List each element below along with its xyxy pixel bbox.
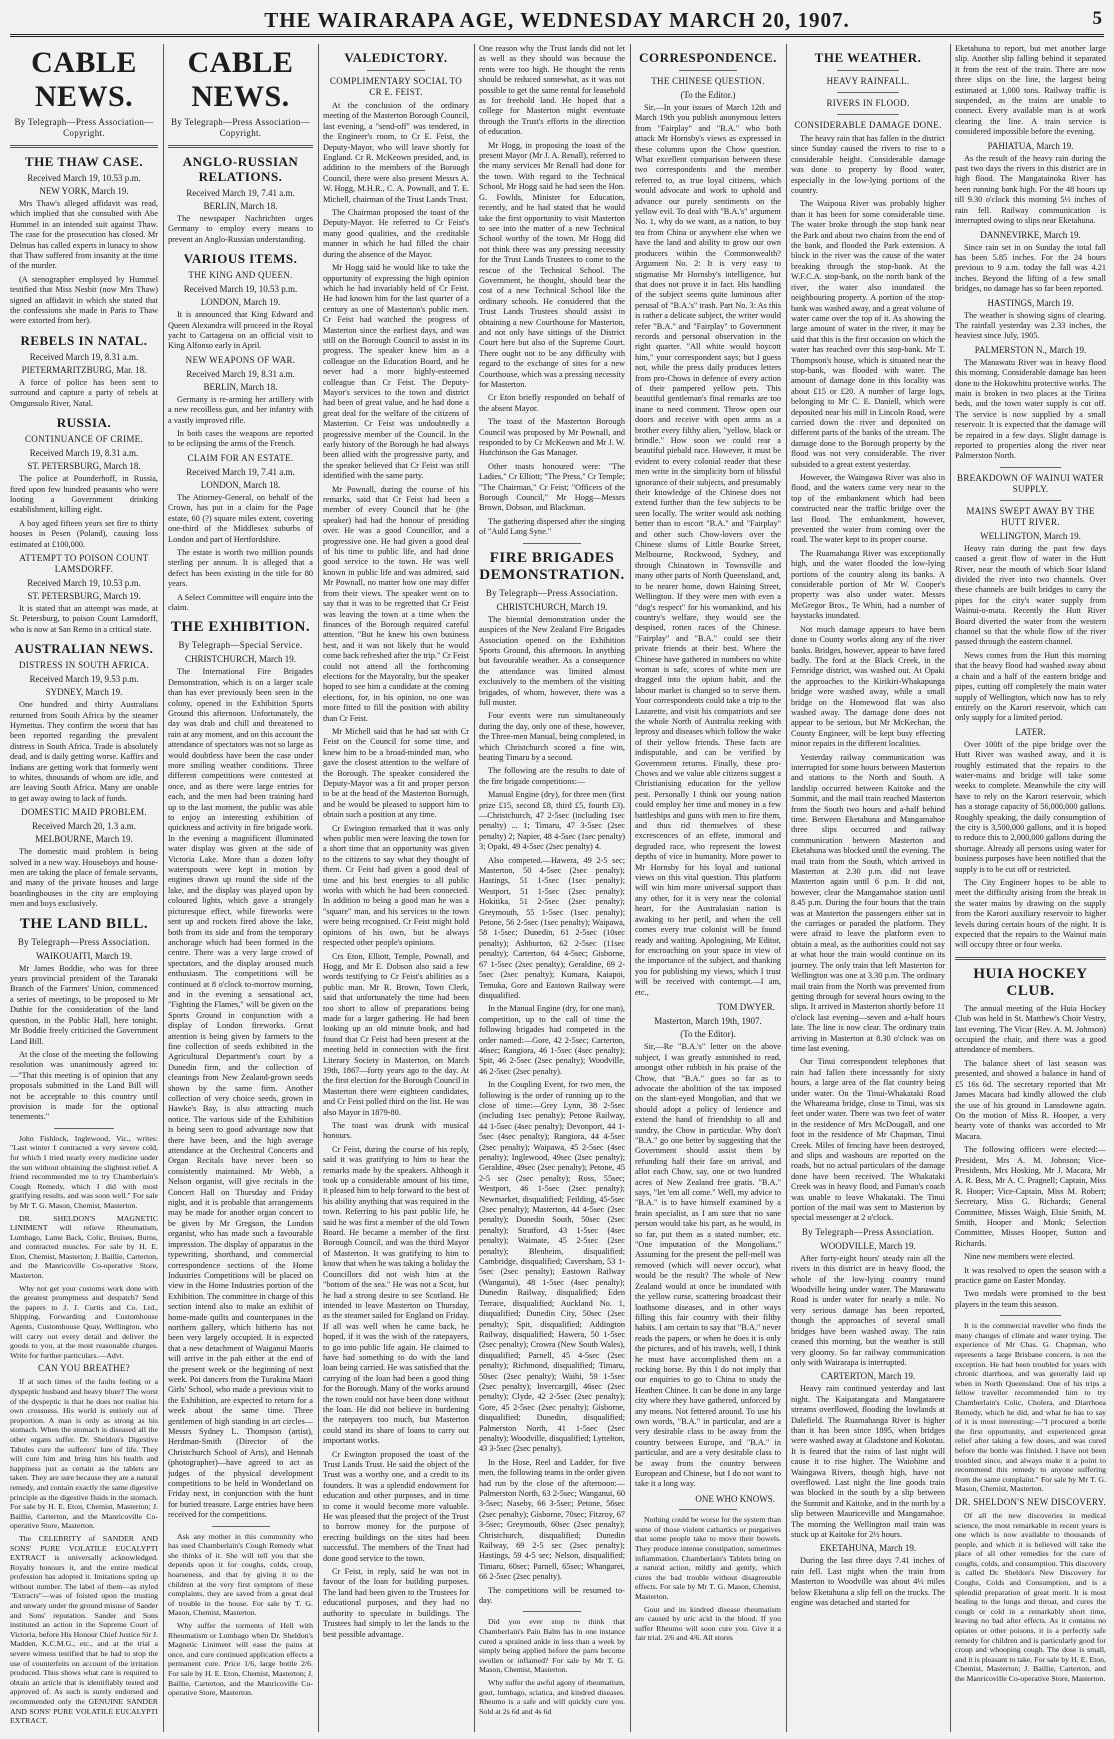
- subheading: THE CHINESE QUESTION.: [651, 76, 765, 86]
- paragraph: Mr James Boddie, who was for three years provincial president of the Taranaki Branch of the Farmers' Union, commenced a series of meetings, to be proposed to Mr Duthie for the consideration of the land question, in the Public Hall, here tonight. Mr Boddie freely criticised the Government Land Bill.: [10, 963, 158, 1046]
- dateline: NEW YORK, March 19.: [39, 186, 129, 196]
- credit: By Telegraph—Press Association—Copyright.: [171, 117, 310, 138]
- received-line: Received March 19, 10.53 p.m.: [27, 577, 141, 588]
- article-heading: VARIOUS ITEMS.: [183, 251, 298, 267]
- column-rule: [950, 44, 951, 1732]
- paragraph: In both cases the weapons are reported to be eclipsing the arms of the French.: [168, 429, 313, 449]
- column-6: [791, 44, 945, 1732]
- paragraph: The toast was drunk with musical honours.: [323, 1121, 469, 1141]
- paragraph: It is announced that King Edward and Queen Alexandra will proceed in the Royal yacht to Cartagena on an official visit to King Alfonso early in April.: [168, 310, 313, 351]
- column-rule: [630, 44, 631, 1732]
- dateline: DANNEVIRKE, March 19.: [980, 229, 1081, 240]
- column-rule: [474, 44, 475, 1732]
- paragraph: The following officers were elected:—President, Mrs A. M. Johnson; Vice-Presidents, Mrs Hosking, Mr J. Macara, Mr A. R. Bess, Mr A. C. Pragnell; Captain, Miss R. Hooper; Vice-Captain, Miss M. Robert; Secretary, Miss G. Richards; General Committee, Misses Waigh, Elsie Smith, M. Smith, Hooper and Monk; Selection Committee, Misses Hooper, Sutton and Richards.: [955, 1145, 1106, 1248]
- paragraph: The domestic maid problem is being solved in a new way. Houseboys and house-men are taking the place of female servants, and many of the private houses and large boardinghouses in the city are employing men and boys exclusively.: [10, 847, 158, 909]
- paragraph: It is stated that an attempt was made, at St. Petersburg, to poison Count Lamsdorff, who is now at San Remo in a critical state.: [10, 603, 158, 634]
- dateline: ST. PETERSBURG, March 19.: [27, 590, 141, 601]
- received-line: Received March 19, 7.41 a.m.: [186, 188, 295, 198]
- ad-heading: CAN YOU BREATHE?: [38, 1363, 130, 1374]
- newspaper-title: THE WAIRARAPA AGE, WEDNESDAY MARCH 20, 1907.: [264, 8, 850, 32]
- advertisement: If at such times of the faults feeling or a dyspeptic husband and heavy bluer? The worst of the dyspeptic is that he does not realise his own crossness. His world is entirely out of proportion. A man is only as strong as his stomach. When the stomach is diseased all the other organs suffer. Dr. Sheldon's Digestive Tabules cure the sufferers' lure of life. They will cure him and bring him his health and happiness just as certain as the tablets are taken. They are sure because they are a natural remedy, and contain exactly the same digestive principle as the digestive fluids in the stomach. For sale by H. E. Eton, Chemist, Masterton; J. Baillie, Carterton, and the Manricoville Co-operative Store, Masterton.: [10, 1377, 158, 1531]
- article-heading: THE WEATHER.: [814, 50, 922, 65]
- paragraph: Yesterday railway communication was interrupted for some hours between Masterton and stations to the North and South. A landslip occurred between Kaitoke and the Summit, and the mail train reached Masterton from the South two hours and a-half behind time. Between Eketahuna and Mangamahoe three slips occurred and railway communication between Masterton and Eketahuna was blocked until the evening. The mail train from the South, which arrived in Masterton at 2.30 p.m. did not leave Masterton again until 6 p.m. It did not, however, clear the Mangamahoe station until 8.45 p.m. During the four hours that the train was at Masterton the passengers either sat in the carriages or paraded the platform. They were afraid to leave the platform even to obtain a meal, as the authorities could not say at what hour the train would continue on its journey. The only train that left Masterton for Wellington was one at 3.30 p.m. The ordinary mail train from the North was prevented from getting through for several hours owing to the slips. It arrived in Masterton shortly before 11 o'clock last evening—seven and a-half hours late. The line is now clear. The ordinary train arriving in Masterton at 8.30 o'clock was on time last evening.: [791, 752, 945, 1053]
- article-heading: HUIA HOCKEY CLUB.: [973, 965, 1088, 999]
- paragraph: Two medals were promised to the best players in the team this season.: [955, 1289, 1106, 1309]
- subheading: NEW WEAPONS OF WAR.: [185, 354, 296, 365]
- dateline: BERLIN, March 18.: [203, 201, 278, 211]
- credit: By Telegraph—Press Association.: [17, 936, 151, 947]
- paragraph: Mr Michell said that he had sat with Cr Feist on the Council for some time, and knew him to be a broad-minded man, who gave the closest attention to the welfare of the Borough. The speaker considered the Deputy-Mayor was a fit and proper person to be at the head of the Masterton Borough, and he would be pleased to support him to obtain such a position at any time.: [323, 726, 469, 820]
- received-line: Received March 19, 8.31 a.m.: [186, 368, 295, 379]
- paragraph: Sir,—Re "B.A.'s" letter on the above subject, I was greatly astonished to read, amongst other rubbish in his praise of the Chow, that "B.A." goes so far as to advocate the abolition of the tax imposed on the slant-eyed Mongolian, and that we should adopt a policy of lenience and extend the hand of friendship to all and sundry, the Chow in particular. Why don't "B.A." go one better by suggesting that the Government should assist them by refunding half their fare on arrival, and allot each Chow, say, one or two hundred acres of New Zealand free gratis. "B.A." says, "let 'em all come." Well, my advice to "B.A." is to have himself examined by a brain specialist, as I am sure that no sane person would take his part, as he would, in so far, put them as a stated number, etc. "One imputation of the Mongolians." Assuming for the present the pell-mell was removed (which will never occur), what would be the result? The whole of New Zealand would at once be inundated with the yellow curse, scattering broadcast their loathsome diseases, and in other ways filling this fair country with their filthy habits. I am certain to say that "B.A." never reads the papers, or when he does it is only the pictures, and of his travels, well, I think he must have accomplished them on a rocking horse. By this I do not imply that our enquiries to go to China to study the Heathen Chinee. It can be done in any large city where they have gathered, unforced by any means. Not fettered around. To use his own words, "B.A." in particular, and are a very desirable class to be away from the country between Europe, and "B.A." in particular, and are a very desirable class to be away from the country between European and Chinese, but I do not want to take it a long way.: [635, 1042, 781, 1489]
- article-heading: RUSSIA.: [56, 415, 112, 431]
- paragraph: Mrs Thaw's alleged affidavit was read, which implied that she consulted with Abe Hummel in an intended suit against Thaw. The case for the prosecution has closed. Mr Delmas has called experts in lunacy to show that Thaw suffered from insanity at the time of the murder.: [10, 199, 158, 271]
- dateline: CHRISTCHURCH, March 19.: [496, 601, 608, 612]
- dateline: PAHIATUA, March 19.: [987, 140, 1074, 151]
- paragraph: Cr Eton briefly responded on behalf of the absent Mayor.: [479, 393, 625, 413]
- column-7: [955, 44, 1106, 1732]
- paragraph: The Ruamahanga River was exceptionally high, and the water flooded the low-lying portions of the country along its banks. A considerable portion of Mr W. Cooper's property was also under water. Messrs McGregor Bros., Te Whiti, had a number of haystacks inundated.: [791, 548, 945, 621]
- subheading: MAINS SWEPT AWAY BY THE HUTT RIVER.: [966, 505, 1095, 527]
- dateline: WELLINGTON, March 19.: [980, 530, 1081, 541]
- dateline: PIETERMARITZBURG, Mar. 18.: [21, 364, 147, 375]
- divider: [1000, 500, 1060, 501]
- paragraph: Mr Hogg, in proposing the toast of the present Mayor (Mr J. A. Renall), referred to the many services Mr Renall had done for the town. With regard to the Technical School, Mr Hogg said he had seen the Hon. G. Fowlds, Minister for Education, recently, and he had stated that he would take the first opportunity to visit Masterton to see into the matter of a new Technical School worthy of the town. Mr Hogg did not think there was any pressing necessity for the Trust Lands Trustees to come to the rescue of the Technical School. The Government, he thought, should bear the cost of a new Technical School like the ordinary schools. He considered that the Trust Lands Trustees should assist in obtaining a new Courthouse for Masterton, and not only have sittings of the District Court here but also of the Supreme Court. There ought not to be any difficulty with regard to the exchange of sites for a new Courthouse, which was a pressing necessity for Masterton.: [479, 140, 625, 389]
- credit: By Telegraph—Press Association.: [801, 1226, 935, 1237]
- paragraph: Germany is re-arming her artillery with a new recoilless gun, and her infantry with a vastly improved rifle.: [168, 394, 313, 425]
- paragraph: The Waipoua River was probably higher than it has been for some considerable time. The water broke through the stop bank near the Park and about two chains from the end of the bank, and flooded the Park extension. A block in the river was the cause of the water breaking through the stop-bank. At the W.F.C.A. stop-bank, on the north bank of the river, the water also inundated the neighbouring property. A portion of the stop-bank was washed away, and a great volume of water came over the top of it. As showing the large amount of water in the river, it may be said that this is the first occasion on which the water has reached over this stop-bank. Mr T. Thompson's house, which is situated near the stop-bank, was flooded with water. The amount of damage done in this locality was about £15 or £20. A number of large logs, belonging to Mr C. E. Daniell, which were deposited near his mill in Lincoln Road, were carried down the river and deposited on different parts of the banks of the stream. The damage done to the Borough property by the flood was not very considerable. The river subsided to a great extent yesterday.: [791, 199, 945, 469]
- dateline: WOODVILLE, March 19.: [820, 1240, 916, 1251]
- dateline: HASTINGS, March 19.: [987, 297, 1074, 308]
- divider: [54, 1128, 113, 1129]
- dateline: MELBOURNE, March 19.: [35, 834, 133, 845]
- advertisement: It is the commercial traveller who finds the many changes of climate and water trying. The experience of Mr Chas. G. Chapman, who represents a large Brisbane concern, is not the exception. He had been troubled for years with chronic diarrhoea, and was generally laid up when in North Queensland. One of his trips a fellow traveller recommended him to try Chamberlain's Colic, Cholera, and Diarrhoea Remedy, which he did, and what he has to say of it is most interesting:—"I procured a bottle the first opportunity, and experienced great relief after taking a few doses, and was cured before the bottle was finished. I have not been troubled since, and always make it a point to recommend this remedy to anyone suffering from the same complaint." For sale by Mr T. G. Mason, Chemist, Masterton.: [955, 1321, 1106, 1494]
- paragraph: The Chairman proposed the toast of the Deputy-Mayor. He referred to Cr Feist's many good qualities, and the creditable manner in which he had filled the chair during the absence of the Mayor.: [323, 208, 469, 259]
- section-heading: CABLE NEWS.: [187, 46, 294, 113]
- paragraph: The heavy rain that has fallen in the district since Sunday caused the rivers to rise to a considerable height. Considerable damage was done to property by flood water, especially in the low-lying portions of the country.: [791, 134, 945, 196]
- paragraph: During the last three days 7.41 inches of rain fell. Last night when the train from Masterton to Woodville was about 4½ miles below Eketahuna a slip fell on the trucks. The engine was detached and started for: [791, 1556, 945, 1608]
- received-line: Received March 19, 10.53 p.m.: [27, 173, 141, 183]
- paragraph: Heavy rain during the past few days caused a great flow of water in the Hutt River, near the mouth of which Soar Island divided the river into two channels. Over these channels are built bridges to carry the pipes for the city's water supply from Wainui-o-mata. Recently the Hutt River Board diverted the water from the western channel so that the whole flow of the river passed through the eastern channel.: [955, 543, 1106, 647]
- paragraph: The newspaper Nachrichten urges Germany to employ every means to prevent an Anglo-Russian understanding.: [168, 214, 313, 244]
- divider: [10, 145, 158, 148]
- dateline: Masterton, March 19th, 1907.: [654, 1016, 762, 1027]
- paragraph: In the Hose, Reel and Ladder, for five men, the following teams in the order given had run by the close of the afternoon:—Palmerston North, 63 2-5sec; Wanganui, 60 3-5sec; Naseby, 66 3-5sec; Petone, 56sec (2sec penalty); Gisborne, 70sec; Fitzroy, 67 3-5sec; Greymouth, 60sec (2sec penalty); Christchurch, disqualified; Dunedin Railway, 69 2-5 sec (2sec penalty); Hastings, 59 4-5 sec; Nelson, disqualified; Timaru, 60sec; Parnell, 65sec; Whangarei, 66 2-5sec (2sec penalty).: [479, 1457, 625, 1582]
- paragraph: The weather is showing signs of clearing. The rainfall yesterday was 2.33 inches, the heaviest since July, 1905.: [955, 310, 1106, 341]
- subheading: DOMESTIC MAID PROBLEM.: [21, 807, 147, 818]
- dateline: CHRISTCHURCH, March 19.: [184, 654, 296, 665]
- dateline: LONDON, March 18.: [200, 479, 281, 490]
- advertisement: Why not get your customs work done with the greatest promptness and despatch? Send the papers to J. J. Curtis and Co. Ltd., Shipping, Forwarding and Customhouse Agents, Customhouse Quay, Wellington, who will carry out every detail and deliver the goods to you, at the most reasonable charges. Write for further particulars.—Advt.: [10, 1283, 158, 1360]
- column-3: [323, 44, 469, 1732]
- advertisement: Nothing could be worse for the system than some of those violent cathartics or purgatives that some people take to move their bowels. They produce intense constipation, sometimes inflammation. Chamberlain's Tablets bring on a natural action, mildly and gently, which cures the bad trouble without disagreeable effects. For sale by Mr T. G. Mason, Chemist, Masterton.: [635, 1515, 781, 1601]
- credit: By Telegraph—Press Association.: [485, 587, 619, 598]
- divider: [168, 145, 313, 148]
- ad-heading: DR. SHELDON'S NEW DISCOVERY.: [955, 1496, 1106, 1507]
- received-line: Received March 19, 7.41 a.m.: [186, 466, 295, 477]
- article-heading: AUSTRALIAN NEWS.: [14, 641, 154, 657]
- advertisement: John Fishlock, Inglewood, Vic., writes: "Last winter I contracted a very severe cold, for which I tried nearly every medicine under the sun without obtaining the slightest relief. A friend recommended me to try Chamberlain's Cough Remedy, which I did with most gratifying results, and was soon well." For sale by Mr T. G. Mason, Chemist, Masterton.: [10, 1133, 158, 1210]
- paragraph: Eketahuna to report, but met another large slip. Another slip falling behind it separated it from the rest of the train. There are now three slips on the line, the largest being estimated at 1,000 tons. Railway traffic is suspended, as the trains are unable to connect. Every available man is at work clearing the line. A train service is considered impossible before the evening.: [955, 44, 1106, 137]
- column-4: [479, 44, 625, 1732]
- received-line: Received March 19, 8.31 a.m.: [29, 351, 139, 362]
- advertisement: Ask any mother in this community who has used Chamberlain's Cough Remedy what she thinks of it. She will tell you that she depends upon it for coughs, colds, croup, hoarseness, and that by giving it to the children at the very first symptom of these complaints, they are saved from a great deal of trouble in the house. For sale by T. G. Mason, Chemist, Masterton.: [168, 1531, 313, 1618]
- paragraph: The competitions will be resumed to-day.: [479, 1585, 625, 1606]
- divider: [367, 70, 425, 71]
- paragraph: The Manawatu River was in heavy flood this morning. Considerable damage has been done to the Hokowhitu protective works. The main is broken in two places at the Tiritea beds, and the town water supply is cut off. The service is now supplied by a small reservoir. It is expected that the damage will be repaired in a few days. Slight damage is reported to properties along the river near Palmerston North.: [955, 357, 1106, 461]
- article-heading: CORRESPONDENCE.: [639, 50, 777, 65]
- paragraph: One hundred and thirty Australians returned from South Africa by the steamer Hymettus. They confirm the worst that has been reported regarding the prevalent distress in South Africa. Trade is absolutely dead, and is daily getting worse. Kaffirs and Indians are getting work that formerly went to whites, thousands of whom are idle, and are leaving South Africa. Many are unable to get away owing to lack of funds.: [10, 700, 158, 803]
- divider: [837, 70, 899, 71]
- to-the-editor: (To the Editor.): [680, 90, 736, 100]
- article-heading: THE EXHIBITION.: [170, 619, 311, 636]
- article-heading: REBELS IN NATAL.: [20, 332, 148, 348]
- divider: [679, 70, 737, 71]
- divider: [955, 957, 1106, 960]
- column-1: [10, 44, 158, 1732]
- paragraph: It was resolved to open the season with a practice game on Easter Monday.: [955, 1265, 1106, 1285]
- column-5: [635, 44, 781, 1732]
- dateline: EKETAHUNA, March 19.: [819, 1543, 917, 1554]
- paragraph: The following are the results to date of the fire brigade competitions:—: [479, 766, 625, 786]
- subheading: DISTRESS IN SOUTH AFRICA.: [18, 660, 150, 671]
- paragraph: The toast of the Masterton Borough Council was proposed by Mr Pownall, and responded to by Cr McKeown and Mr J. W. Hutchinson the Gas Manager.: [479, 417, 625, 458]
- subheading: RIVERS IN FLOOD.: [826, 98, 910, 108]
- divider: [523, 543, 581, 544]
- paragraph: The balance sheet of last season was presented, and showed a balance in hand of £5 16s 6d. The secretary reported that Mr James Macara had kindly allowed the club the use of his ground in Lansdowne again. On the motion of Miss R. Hooper, a very hearty vote of thanks was accorded to Mr Macara.: [955, 1058, 1106, 1141]
- received-line: Received March 19, 8.31 a.m.: [29, 448, 139, 459]
- article-heading: ANGLO-RUSSIAN RELATIONS.: [182, 154, 299, 184]
- paragraph: However, the Waingawa River was also in flood, and the waters came very near to the top of the embankment which had been constructed near the traffic bridge over the last flood. The embankment, however, prevented the water from coming over the road. The water kept to its proper course.: [791, 473, 945, 545]
- paragraph: In the Manual Engine (dry, for one man), competition, up to the call of time the following brigades had competed in the order named:—Gore, 42 2-5sec; Carterton, 46sec; Rangiora, 46 1-5sec (4sec penalty); Spit, 46 2-5sec (2sec penalty); Woodville, 46 2-5sec (2sec penalty).: [479, 1004, 625, 1076]
- paragraph: Sir,—In your issues of March 12th and March 19th you publish anonymous letters from "Fairplay" and "B.A." who both attack Mr Hornsby's views as expressed in these columns upon the Chow question. What excellent comparison between these two correspondents and the member referred to, as true loyal citizens, which would advocate and work to uphold and advance our purely sentiments on the yellow evil. To deal with "B.A.'s" argument No. 1, why do we want, as a nation, to buy tea from China or anywhere else when we have the land and ability to grow our own producers within the Commonwealth? Argument No. 2: It is very easy to stigmatise Mr Hornsby's intelligence, but that does not prove it in fact. His handling of the subject seems quite luminous after perusal of "B.A.'s" trash. Part No. 3: As this is rather a delicate subject, the writer would refer "B.A." and "Fairplay" to Government records and personal observation in the right quarter. "All white would boycott him," your correspondent says; but I guess not, while the press daily produces letters from pro-Chows in defence of every action of their pampered yellow pets. This beautiful gentleman's final remarks are too inane to need comment. Throw open our doors and receive with open arms as a brother every filthy alien, "yellow, black or brindle." How soon we could rear a beautiful piebald race. However, it must be evident to every colonial reader that these men write in the simplicity born of blissful ignorance of their subjects, and presumably their knowledge of the Chinese does not extend further than the few subjects to be seen locally. The writer would ask nothing better than to escort "B.A." and "Fairplay" and other such Chow-lovers over the Chinese slums of Little Bourke Street, Melbourne, Rockwood, Sydney, and through Chinatown in Townsville and many other parts of North Queensland, and, to be nearer home, down Haining Street, Wellington. If they were men with even a "dog's respect" for his womankind, and his country's welfare, they would see the despised, rotten races of the Chinese. "Fairplay" and "B.A." could see their private friends at their best. Where the Chinese have gathered in numbers no white woman is safe, scores of white men are dragged into the opium habit, and the labour market is changed so to serve them. Your correspondents could take a trip to the Lazarette, and visit his compatriots and see the whole North of Australia reeking with leprosy and diseases which follow the wake of their yellow friends. These facts are indisputable, and can be verified by Government returns. Finally, these pro-Chows and we value able citizens suggest a Christianising education for the yellow pest. Personally I think our young nation could employ her time and money in a few battleships and guns with men to fire them, and thus rid themselves of these excrescences of an effete, immoral and degraded race, who represent the lowest depths of vice in humanity. More power to Mr Hornsby for his loyal and national views on this vital question. This platform will win him more universal support than any other, for it is very near the colonial heart, for the Australasian nation is awaking to her peril, and when the cell comes every true colonist will be found ready and waiting. Apologising, Mr Editor, for encroaching on your space in view of the importance of the subject, and thanking you for publishing my views, which I trust will be received with contempt.—I am, etc.,: [635, 103, 781, 997]
- column-rule: [163, 44, 164, 1732]
- subheading: CONSIDERABLE DAMAGE DONE.: [794, 120, 942, 130]
- paragraph: The International Fire Brigades Demonstration, which is on a larger scale than has ever previously been seen in the colony, opened in the Exhibition Sports Ground this afternoon. Unfortunately, the day was drab and chill and threatened to rain at any moment, and on this account the attendance of spectators was not so large as would doubtless have been the case under more smiling weather conditions. Three different competitions were contested at once, and as there were large entries for each, and the men had been training hard up to the last moment, the public was able to enjoy an interesting exhibition of quickness and activity in fire brigade work. In the evening a magnificent illuminated water display was given at the side of Victoria Lake. More than a dozen lofty waterspouts were kept in motion by engines drawn up round the side of the lake, and the display was played upon by coloured lights, which gave a strangely picturesque effect, while fireworks were sent up and rockets fired above the lake, both from its side and from the temporary anchorage which had been formed in the centre. There was a very large crowd of spectators, and the display aroused much enthusiasm. The competitions will be continued at 8 o'clock to-morrow morning, and in the evening a sensational act, "Fighting the Flames," will be given on the Sports Ground in conjunction with a display of London fireworks. Great attention is being given by farmers to the fine collection of seeds exhibited in the Agricultural Department's court by a Dunedin firm, and the collection of cleanings from New Zealand-grown seeds shown by the same firm. Another collection of very choice seeds, grown in Hawke's Bay, is also attracting much notice. The various side of the Exhibition is being seen to good advantage now that there have been, and the high average attendance at the Orchestral Concerts and Organ Recitals have never been so consistently maintained. Mr Webb, a Nelson organist, will give recitals in the Concert Hall on Thursday and Friday night, and it is probable that arrangements may be made for another organ concert to be given by Mr Gregson, the London organist, who has made such a favourable impression. The display of apparatus in the typewriting, shorthand, and commercial correspondence sections of the Home Industries Competitions will be placed on view in the Home Industries portion of the Exhibition. The committee in charge of this section intend also to make an exhibit of home-made quilts and counterpanes in the northern gallery, which hitherto has not been very largely occupied. It is expected that a new detachment of Waiganui Maoris will arrive in the pah either at the end of the present week or the beginning of next week. Poi dancers from the Turakina Maori Girls' School, who made a previous visit to the Exhibition, are expected to return for a week about the same time. Three gentlemen of high standing in art circles—Messrs Sydney L. Thompson (artist), Herdman-Smith (Director of the Christchurch School of Arts), and Hennah (photographer)—have agreed to act as judges of the physical development competitions to be held in Wonderland on Friday next, in conjunction with the hunt for buried treasure. Large entries have been received for the competitions.: [168, 667, 313, 1520]
- received-line: Received March 19, 10.53 p.m.: [183, 284, 298, 295]
- column-2: [168, 44, 313, 1732]
- paragraph: Cr Ewington proposed the toast of the Trust Lands Trust. He said the object of the Trust was a worthy one, and a credit to its founders. It was a splendid endowment for education and other purposes, and in time to come it would become more valuable. He was pleased that the project of the Trust to borrow money for the purpose of erecting buildings on the sites had been successful. The members of the Trust had done good service to the town.: [323, 1449, 469, 1563]
- paragraph: Cr Feist, during the course of his reply, said it was gratifying to him to hear the remarks made by the speakers. Although it took up a considerable amount of his time, it pleased him to help forward to the best of his ability anything that was required in the town. Referring to his past public life, he said he was first a member of the old Town Board. He became a member of the first Borough Council, and was the third Mayor of Masterton. It was gratifying to him to know that when he was taking a holiday the Councillors did not wish him at the "bottom of the sea." He was not a Scot, but he had a strong desire to see Scotland. He intended to leave Masterton on Thursday, as the steamer sailed for England on Friday. If all was well when he came back, he hoped, if it was the wish of the ratepayers, to go into public life again. He claimed to have had something to do with the land loan being carried. He was satisfied that the carrying of the loan had been a good thing for the Borough. Many of the works around the town could not have been done without the loan. He did not believe in burdening the ratepayers too much, but Masterton could stand its share of loans to carry out important works.: [323, 1144, 469, 1446]
- paragraph: A boy aged fifteen years set fire to thirty houses in Pesen (Poland), causing loss estimated at £100,000.: [10, 518, 158, 549]
- signature: ONE WHO KNOWS.: [695, 1493, 775, 1504]
- paragraph: In the Coupling Event, for two men, the following is the order of running up to the close of time:—Grey Lynn, 38 2-5sec (including 1sec penalty); Petone Railway, 44 1-5sec (4sec penalty); Devonport, 44 1-5sec (4sec penalty); Rangiora, 44 4-5sec (2sec penalty); Waipawa, 45 2-5sec (4sec penalty); Inglewood, 49sec (2sec penalty); Geraldine, 49sec (2sec penalty); Petone, 45 2-5 sec (2sec penalty); Ross, 55sec; Westport, 46 1-5sec (2sec penalty); Newmarket, disqualified; Feilding, 45-5sec (2sec penalty); Masterton, 44 4-5sec (2sec penalty); Dunedin South, 50sec (2sec penalty); Stratford, 43 1-5sec (4sec penalty); Waimate, 45 2-5sec (2sec penalty); Blenheim, disqualified; Cambridge, disqualified; Caversham, 53 1-5sec (2sec penalty); Eastown Railway (Wanganui), 48 1-5sec (4sec penalty); Dunedin Railway, disqualified; Eden Terrace, disqualified; Auckland No. 1, disqualified; Dunedin City, 50sec (2sec penalty); Spit, disqualified; Addington Railway, disqualified; Hawera, 50 1-5sec (2sec penalty); Crowra (New South Wales), disqualified; Parnell, 45 4-5sec (2sec penalty); Richmond, disqualified; Timaru, 50sec (2sec penalty); Waihi, 59 1-5sec (2sec penalty); Invercargill, 46sec (2sec penalty); Clyde, 42 2-5sec (2sec penalty); Gore, 45 2-5sec (2sec penalty); Gisborne, disqualified; Dunedin, disqualified; Palmerston North, 41 1-5sec (2sec penalty); Woodville, disqualified; Lyttelton, 43 3-5sec (2sec penalty).: [479, 1080, 625, 1454]
- paragraph: Other toasts honoured were: "The Ladies," Cr Elliott; "The Press," Cr Temple; "The Chairman," Cr Feist; "Officers of the Borough Council," Mr Hogg—Messrs Brown, Dobson, and Blackman.: [479, 461, 625, 513]
- article-heading: THE THAW CASE.: [24, 154, 144, 169]
- advertisement: Why suffer the torments of Hell with Rheumatism or Lumbago when Dr. Sheldon's Magnetic Liniment will ease the pains at once, and cure continued application effects a permanent cure. Price 1/6, large bottle 2/6. For sale by H. E. Eton, Chemist, Masterton; J. Baillie, Carterton, and the Manricoville Co-operative Store, Masterton.: [168, 1621, 313, 1698]
- paragraph: At the close of the meeting the following resolution was unanimously agreed to:—"That this meeting is of opinion that any proposals submitted in the Land Bill will not be acceptable to this country until provision is made for the optional tenements.": [10, 1049, 158, 1122]
- paragraph: The gathering dispersed after the singing of "Auld Lang Syne.": [479, 516, 625, 537]
- signature: TOM DWYER.: [717, 1001, 775, 1012]
- advertisement: Gout and its kindred disease rheumatism are caused by uric acid in the blood. If you suffer Rheumo will soon cure you. Give it a fair trial. 2/6 and 4/6. All stores: [635, 1604, 781, 1643]
- paragraph: The Attorney-General, on behalf of the Crown, has put in a claim for the Page estate, 60 (?) square miles extent, covering one-third of the Middlesex suburbs of London and part of Hertfordshire.: [168, 492, 313, 544]
- subheading: THE KING AND QUEEN.: [188, 270, 293, 281]
- subheading: ATTEMPT TO POISON COUNT LAMSDORFF.: [19, 552, 149, 574]
- article-heading: THE LAND BILL.: [19, 915, 149, 932]
- paragraph: Cr Feist, in reply, said he was not in favour of the loan for building purposes. The land had been given to the Trustees for educational purposes, and they had no authority to speculate in buildings. The Trustees had simply to let the lands to the best possible advantage.: [323, 1567, 469, 1639]
- article-heading: FIRE BRIGADES DEMONSTRATION.: [479, 549, 625, 583]
- advertisement: Of all the new discoveries in medical science, the most remarkable in recent years is one which is now available to thousands of people, and which it is believed will take the place of all other remedies for the cure of coughs, colds, and consumption. This discovery is called Dr. Sheldon's New Discovery for Coughs, Colds and Consumption, and is a splendid preparation of great merit. It is most healing to the lungs and throat, and cures the cough or cold in a remarkably short time, leaving no bad after effects. As it contains no opiates or other poisons, it is a perfectly safe remedy for children and is particularly good for croup and whooping cough. The dose is small, and it is pleasant to take. For sale by H. E. Eton, Chemist, Masterton; J. Baillie, Carterton, and the Manricoville Co-operative Store, Masterton.: [955, 1510, 1106, 1683]
- paragraph: The police at Pounderhoff, in Russia, fired upon few hundred peasants who were looting a Government drinking establishment, killing eight.: [10, 474, 158, 515]
- paragraph: Cr Ewington remarked that it was only when public men were leaving the town for a short time that an opportunity was given to the citizens to say what they thought of them. Cr Feist had given a good deal of time and his best energies to all public works with which he had been connected. In addition to being a good man he was a "square" man, and his services to the town were being recognised. Cr Feist might hold opinions of his own, but he always respected other people's opinions.: [323, 823, 469, 948]
- advertisement: Did you ever stop to think that Chamberlain's Pain Balm has in one instance cured a sprained ankle in less than a week by simply being applied before the parts become swollen or inflamed? For sale by Mr T. G. Mason, Chemist, Masterton.: [479, 1617, 625, 1675]
- divider: [1000, 1315, 1060, 1316]
- divider: [837, 92, 899, 93]
- received-line: Received March 20, 1.3 a.m.: [32, 821, 136, 832]
- divider: [837, 114, 899, 115]
- page-number: 5: [1092, 8, 1102, 29]
- paragraph: After forty-eight hours' steady rain all the rivers in this district are in heavy flood, the whole of the low-lying country round Woodville being under water. The Manawatu Road is under water for nearly a mile. No very serious damage has been reported, though the approaches of several small bridges have been washed away. The rain ceased this morning, but the weather is still very gloomy. So far railway communication only with Wairarapa is interrupted.: [791, 1253, 945, 1367]
- advertisement: DR. SHELDON'S MAGNETIC LINIMENT will relieve Rheumatism, Lumbago, Lame Back, Colic, Bruises, Burns, and contracted muscles. For sale by H. E. Eton, Chemist, Masterton; J. Baillie, Carterton, and the Manricoville Co-operative Store, Masterton.: [10, 1213, 158, 1281]
- paragraph: A Select Committee will enquire into the claim.: [168, 592, 313, 612]
- paragraph: Since rain set in on Sunday the total fall has been 5.85 inches. For the 24 hours previous to 9 a.m. today the fall was 4.21 inches. Beyond the lifting of a few small bridges, no damage has so far been reported.: [955, 242, 1106, 294]
- divider: [1000, 467, 1060, 468]
- paragraph: Manual Engine (dry), for three men (first prize £15, second £8, third £5, fourth £3).—Christchurch, 47 2-5sec (including 1sec penalty) ... 1; Timaru, 47 3-5sec (2sec penalty) 2; Napier, 48 4-5sec (1sec penalty) 3; Opaki, 49 4-5sec (2sec penalty) 4.: [479, 790, 625, 852]
- dateline: ST. PETERSBURG, March 18.: [27, 461, 141, 472]
- paragraph: Our Tinui correspondent telephones that rain had fallen there incessantly for sixty hours, a large area of the flat country being under water. On the Tinui-Whakataki Road the Whareama bridge, close to Tinui, was six feet under water. There was two feet of water in the residence of Mrs McDougall, and one foot in the residence of Mr Chapman, Tinui Creek. Miles of fencing have been destroyed, and slips and washouts are reported on the roads, but no actual particulars of the damage done have been received. The Whakataki Creek was in heavy flood, and Fuman's coach was unable to leave Whakataki. The Tinui portion of the mail was sent to Masterton by special messenger at 2 o'clock.: [791, 1057, 945, 1223]
- subheading: CLAIM FOR AN ESTATE.: [187, 452, 294, 463]
- dateline: PALMERSTON N., March 19.: [974, 344, 1087, 355]
- subheading: LATER.: [1015, 726, 1046, 737]
- subheading: BREAKDOWN OF WAINUI WATER SUPPLY.: [957, 472, 1104, 494]
- paragraph: At the conclusion of the ordinary meeting of the Masterton Borough Council, last evening, a "send-off" was tendered, in the Engineer's room, to Cr E. Feist, the Deputy-Mayor, who will leave shortly for England. Cr R. McKeown presided, and, in addition to the members of the Borough Council, there were also present Messrs A. W. Hogg, M.H.R., C. A. Pownall, and T. E. Michell, chairman of the Trust Lands Trust.: [323, 101, 469, 204]
- paragraph: A force of police has been sent to surround and capture a party of rebels at Omgunsulo River, Natal.: [10, 377, 158, 408]
- to-the-editor: (To the Editor).: [680, 1029, 736, 1040]
- paragraph: News comes from the Hutt this morning that the heavy flood had washed away about a chain and a half of the eastern bridge and pipes, cutting off completely the main water supply of Wellington, which now has to rely entirely on the Karori reservoir, which can only supply for a limited period.: [955, 650, 1106, 723]
- advertisement: The CELEBRITY of SANDER AND SONS' PURE VOLATILE EUCALYPTI EXTRACT is universally acknowledged. Royalty honours it, and the entire medical profession has adopted it. Imitations spring up without number. The label of them—as styled "Extracts"—was of foisted upon the trusting and unwary under the ground misuse of Sander and Sons' reputation. Sander and Sons instituted an action in the Supreme Court of Victoria, before His Honour Chief Justice Sir J. Madden, K.C.M.G., etc., and at the trial a severe witness testified that he had to stop the use of counterfeits on account of the irritation produced. Thus shows what care is required to obtain an article that is identifiably tested and approved of. As such is surely endorsed and recommended only the GENUINE SANDER AND SONS' PURE VOLATILE EUCALYPTI EXTRACT.: [10, 1533, 158, 1726]
- paragraph: As the result of the heavy rain during the past two days the rivers in this district are in high flood. The Mangatainoka River has been running bank high. For the 48 hours up till 9.30 o'clock this morning 5½ inches of rain fell. Railway communication is interrupted owing to slips near Eketahuna.: [955, 153, 1106, 226]
- paragraph: The City Engineer hopes to be able to meet the difficulty arising from the break in the water mains by drawing on the supply from the Karori auxiliary reservoir to higher levels during certain hours of the night. It is expected that the repairs to the Wainui main will occupy three or four weeks.: [955, 878, 1106, 950]
- paragraph: Mr Hogg said he would like to take the opportunity of expressing the high opinion which he had invariably held of Cr Feist. He had known him for the last quarter of a century as one of Masterton's public men. Cr Feist had watched the progress of Masterton since the earliest days, and was still on the Borough Council to assist in its progress. The speaker knew him as a colleague on the Education Board, and he never had a more highly-esteemed colleague than Cr Feist. The Deputy-Mayor's services to the town and district had been of great value, and he had done a great deal for the welfare of the citizens of Masterton. Cr Feist was undoubtedly a progressive member of the Council. In the early history of the Borough he had always been allied with the progressive party, and the speaker believed that Cr Feist was still identified with the same party.: [323, 263, 469, 481]
- paragraph: Four events were run simultaneously during the day, only one of these, however, the Three-men Manual, being completed, in which Christchurch scored a fine win, beating Timaru by a second.: [479, 711, 625, 762]
- credit: By Telegraph—Special Service.: [178, 640, 303, 651]
- received-line: Received March 19, 9.53 p.m.: [29, 674, 139, 685]
- paragraph: Over 100ft of the pipe bridge over the Hutt River was washed away, and it is roughly estimated that the repairs to the water-mains and bridge will take some weeks to complete. Meanwhile the city will have to rely on the Karori reservoir, which has a storage capacity of 56,000,000 gallons. Roughly speaking, the daily consumption of the city is 3,500,000 gallons, and it is hoped to reduce this to 2,000,000 gallons during the shortage. Already all persons using water for business purposes have been notified that the supply is to be cut off or restricted.: [955, 739, 1106, 874]
- paragraph: One reason why the Trust lands did not let as well as they should was because the rents were too high. He thought the rents should be reduced somewhat, as it was not possible to get the same rental for leasehold as for freehold land. He hoped that a college for Masterton might eventuate through the Trust's efforts in the direction of education.: [479, 44, 625, 137]
- paragraph: Crs Eton, Elliott, Temple, Pownall, and Hogg, and Mr E. Dobson also said a few words testifying to Cr Feist's abilities as a public man. Mr R. Brown, Town Clerk, said that unfortunately the time had been too short to allow of preparations being made for a larger gathering. He had been looking up an old minute book, and had found that Cr Feist had been present at the meeting held in connection with the first Literary Society in Masterton, on March 19th, 1867—forty years ago to the day. At the first election for the Borough Council in Masterton there were eighteen candidates, and Cr Feist polled third on the list. He was also Mayor in 1879-80.: [323, 951, 469, 1117]
- paragraph: The biennial demonstration under the auspices of the New Zealand Fire Brigades Association opened on the Exhibition Sports Ground, this afternoon. In anything but favourable weather. As a consequence the attendance was limited almost exclusively to the members of the visiting brigades, of whom, however, there was a full muster.: [479, 614, 625, 707]
- paragraph: The estate is worth two million pounds sterling per annum. It is alleged that a defect has been existing in the title for 80 years.: [168, 547, 313, 589]
- paragraph: Nine new members were elected.: [964, 1252, 1075, 1262]
- dateline: CARTERTON, March 19.: [820, 1371, 916, 1382]
- column-rule: [786, 44, 787, 1732]
- subheading: COMPLIMENTARY SOCIAL TO CR E. FEIST.: [329, 76, 463, 97]
- dateline: WAIKOUAITI, March 19.: [36, 950, 132, 961]
- paragraph: Also competed.—Hawera, 49 2-5 sec; Masterton, 50 4-5sec (2sec penalty); Hastings, 51 1-5sec (1sec penalty); Westport, 51 1-5sec (2sec penalty); Hokitika, 51 2-5sec (2sec penalty); Greymouth, 55 1-5sec (1sec penalty); Petone, 56 2-5sec (1sec penalty); Waipawa, 58 1-5sec; Dunedin, 61 2-5sec (10sec penalty); Ashburton, 62 2-5sec (11sec penalty); Carterton, 64 4-5sec; Gisborne, 67 1-5sec (2sec penalty); Geraldine, 69 2-5sec (2sec penalty); Kumara, Kaiapoi, Temuka, Gore and Eastown Railway were disqualified.: [479, 855, 625, 1000]
- paragraph: Mr Pownall, during the course of his remarks, said that Cr Feist had been a member of every Council that he (the speaker) had had the honour of presiding over. He was a good Councillor, and a progressive one. He had given a good deal of his time to public life, and had done good service to the town. He was well known in public life and was admired, said Mr Pownall, no matter how one may differ from their views. The speaker went on to say that it was to be regretted that Cr Feist was leaving the town at a time when the finances of the Borough required careful attention. "But he knew his own business best, and it was not likely that he would come back refreshed after the trip." Cr Feist could not attend all the forthcoming elections for the Mayoralty, but the speaker hoped to see him a candidate at the coming elections, for, in his opinion, no one was more fitted to fill the position with ability than Cr Feist.: [323, 484, 469, 723]
- divider: [523, 1611, 581, 1612]
- paragraph: Heavy rain continued yesterday and last night. The Kaipatangata and Mangatarere streams overflowed, flooding the lowlands at Dalefield. The Ruamahanga River is higher than it has been since 1895, when bridges were washed away at Gladstone and Kokotau. It is feared that the rains of last night will cause it to rise higher. The Waiohine and Waingawa Rivers, though high, have not overflowed. Last night the line goods train was blocked in the south by a slip between the Summit and Kaitoke, and in the north by a slip between Mauriceville and Mangamahoe. The morning the Wellington mail train was stuck up at Kaitoke for 2½ hours.: [791, 1384, 945, 1539]
- section-heading: CABLE NEWS.: [31, 46, 137, 113]
- credit: By Telegraph—Press Association—Copyright.: [14, 117, 154, 138]
- subheading: HEAVY RAINFALL.: [826, 76, 910, 86]
- divider: [212, 1526, 270, 1527]
- paragraph: The annual meeting of the Huia Hockey Club was held in St. Matthew's Choir Vestry, last evening. The Vicar (Rev. A. M. Johnson) occupied the chair, and there was a good attendance of members.: [955, 1003, 1106, 1055]
- dateline: BERLIN, March 18.: [203, 381, 278, 392]
- paragraph: Not much damage appears to have been done to County works along any of the river banks. Bridges, however, appear to have fared badly. The ford at the Black Creek, in the Fernridge district, was washed out. At Opaki the approaches to the Kirikiri-Whakapunga bridge were washed away, while a small bridge on the Homewood flat was also washed away. The damage done does not appear to be serious, but Mr McKechan, the County Engineer, will be kept busy effecting minor repairs in the different localities.: [791, 624, 945, 749]
- dateline: SYDNEY, March 19.: [45, 687, 123, 698]
- masthead: [10, 8, 1104, 37]
- paragraph: (A stenographer employed by Hummel testified that Miss Nesbit (now Mrs Thaw) signed an affidavit in which she stated that the confessions she made in Paris to Thaw were extorted from her).: [10, 274, 158, 326]
- column-rule: [318, 44, 319, 1732]
- subheading: CONTINUANCE OF CRIME.: [24, 434, 144, 445]
- article-heading: VALEDICTORY.: [344, 50, 448, 65]
- divider: [679, 1509, 737, 1510]
- advertisement: Why suffer the awful agony of rheumatism, gout, lumbago, sciatica, and kindred diseases. Rheumo is a safe and will quickly cure you. Sold at 2s 6d and 4s 6d: [479, 1678, 625, 1716]
- dateline: LONDON, March 19.: [200, 297, 281, 308]
